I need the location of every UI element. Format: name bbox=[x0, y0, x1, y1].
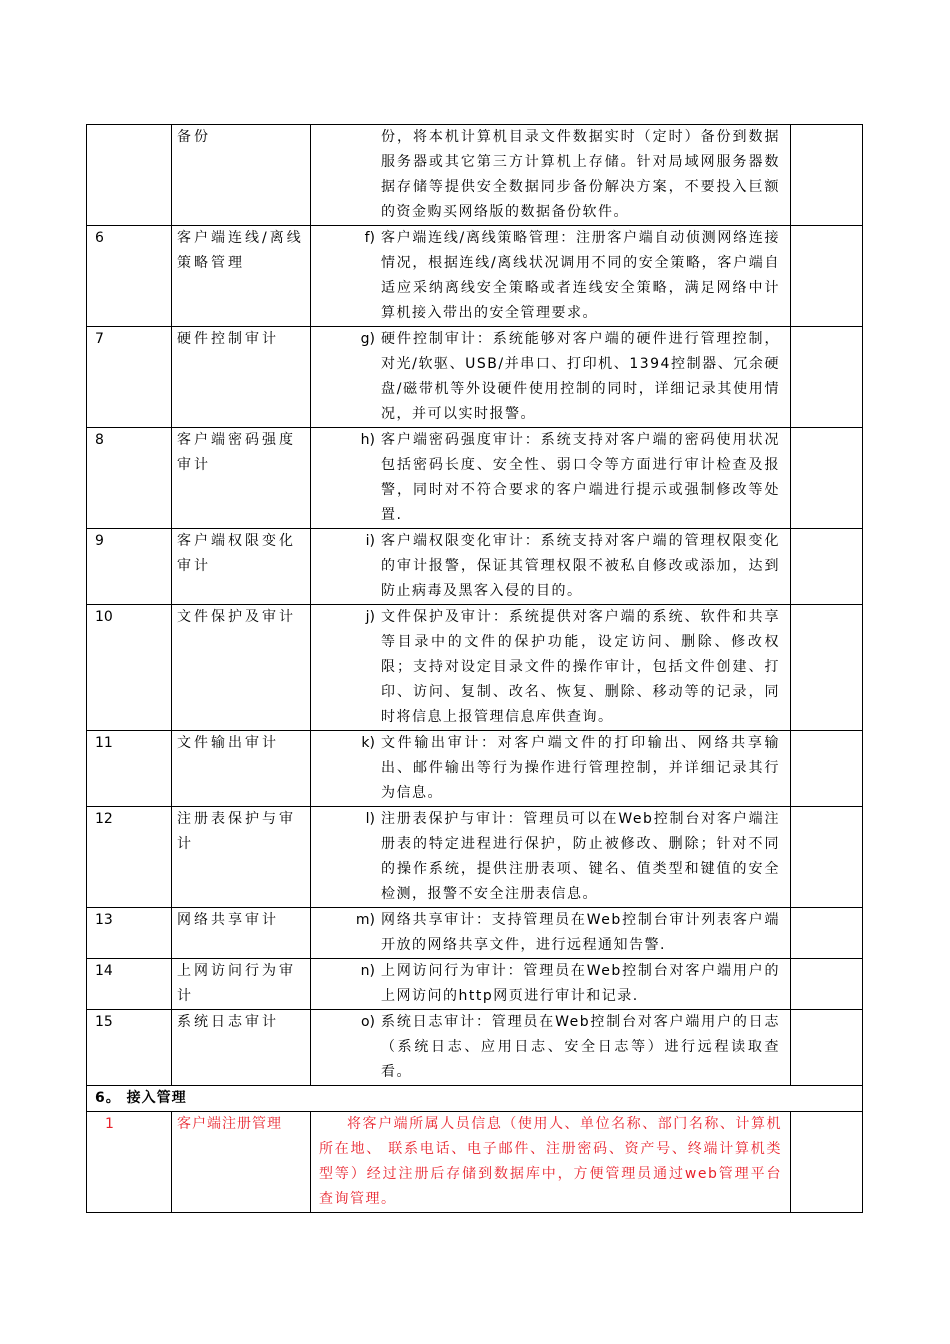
row-description bbox=[311, 327, 791, 428]
description-text: 客户端权限变化审计：系统支持对客户端的管理权限变化的审计报警，保证其管理权限不被私自修改或添加，达到防止病毒及黑客入侵的目的。 bbox=[381, 533, 780, 599]
list-marker: g) bbox=[360, 331, 375, 347]
table-row bbox=[87, 428, 863, 529]
row-extra-cell bbox=[791, 428, 863, 529]
row-extra-cell bbox=[791, 605, 863, 731]
row-number bbox=[87, 125, 172, 226]
row-description bbox=[311, 807, 791, 908]
row-number: 6 bbox=[87, 226, 172, 327]
table-row bbox=[87, 125, 863, 226]
row-name: 客户端密码强度审计 bbox=[172, 428, 311, 529]
list-marker: n) bbox=[360, 963, 375, 979]
row-number: 7 bbox=[87, 327, 172, 428]
row-description bbox=[311, 529, 791, 605]
row-number: 12 bbox=[87, 807, 172, 908]
row-description bbox=[311, 125, 791, 226]
row-extra-cell bbox=[791, 125, 863, 226]
section-heading-row bbox=[87, 1086, 863, 1112]
description-text: 硬件控制审计：系统能够对客户端的硬件进行管理控制，对光/软驱、USB/并串口、打印机、1394控制器、冗余硬盘/磁带机等外设硬件使用控制的同时，详细记录其使用情况，并可以实时报警。 bbox=[381, 331, 780, 422]
row-name: 系统日志审计 bbox=[172, 1010, 311, 1086]
row-name: 客户端注册管理 bbox=[172, 1112, 311, 1213]
list-marker: f) bbox=[364, 230, 375, 246]
description-text: 客户端密码强度审计：系统支持对客户端的密码使用状况包括密码长度、安全性、弱口令等方面进行审计检查及报警，同时对不符合要求的客户端进行提示或强制修改等处置. bbox=[381, 432, 780, 523]
row-name: 文件保护及审计 bbox=[172, 605, 311, 731]
row-name: 上网访问行为审计 bbox=[172, 959, 311, 1010]
row-name: 客户端权限变化审计 bbox=[172, 529, 311, 605]
description-text: 注册表保护与审计：管理员可以在Web控制台对客户端注册表的特定进程进行保护，防止被修改、删除；针对不同的操作系统，提供注册表项、键名、值类型和键值的安全检测，报警不安全注册表信息。 bbox=[381, 811, 780, 902]
row-name: 注册表保护与审计 bbox=[172, 807, 311, 908]
table-row bbox=[87, 529, 863, 605]
description-text: 客户端连线/离线策略管理：注册客户端自动侦测网络连接情况，根据连线/离线状况调用不同的安全策略，客户端自适应采纳离线安全策略或者连线安全策略，满足网络中计算机接入带出的安全管理要求。 bbox=[381, 230, 780, 321]
list-marker: k) bbox=[361, 735, 375, 751]
row-description bbox=[311, 428, 791, 529]
row-extra-cell bbox=[791, 807, 863, 908]
row-number: 8 bbox=[87, 428, 172, 529]
row-description bbox=[311, 731, 791, 807]
list-marker: m) bbox=[355, 912, 375, 928]
description-text: 网络共享审计：支持管理员在Web控制台审计列表客户端开放的网络共享文件，进行远程通知告警. bbox=[381, 912, 780, 953]
description-text: 文件输出审计：对客户端文件的打印输出、网络共享输出、邮件输出等行为操作进行管理控制，并详细记录其行为信息。 bbox=[381, 735, 780, 801]
table-row bbox=[87, 226, 863, 327]
table-row bbox=[87, 1112, 863, 1213]
table-row bbox=[87, 731, 863, 807]
row-number: 10 bbox=[87, 605, 172, 731]
table-row bbox=[87, 807, 863, 908]
row-description bbox=[311, 1112, 791, 1213]
description-text: 上网访问行为审计：管理员在Web控制台对客户端用户的上网访问的http网页进行审计和记录. bbox=[381, 963, 780, 1004]
row-name: 备份 bbox=[172, 125, 311, 226]
spec-table bbox=[86, 124, 863, 1213]
row-description bbox=[311, 1010, 791, 1086]
row-name: 硬件控制审计 bbox=[172, 327, 311, 428]
table-row bbox=[87, 959, 863, 1010]
row-extra-cell bbox=[791, 1010, 863, 1086]
table-row bbox=[87, 908, 863, 959]
row-number: 9 bbox=[87, 529, 172, 605]
description-text: 份，将本机计算机目录文件数据实时（定时）备份到数据服务器或其它第三方计算机上存储。针对局域网服务器数据存储等提供安全数据同步备份解决方案，不要投入巨额的资金购买网络版的数据备份软件。 bbox=[381, 129, 780, 220]
row-name: 网络共享审计 bbox=[172, 908, 311, 959]
row-description bbox=[311, 959, 791, 1010]
row-description bbox=[311, 908, 791, 959]
row-number: 11 bbox=[87, 731, 172, 807]
list-marker: i) bbox=[365, 533, 375, 549]
row-extra-cell bbox=[791, 226, 863, 327]
table-body bbox=[87, 125, 863, 1213]
list-marker: l) bbox=[365, 811, 375, 827]
row-extra-cell bbox=[791, 959, 863, 1010]
row-extra-cell bbox=[791, 529, 863, 605]
list-marker: o) bbox=[360, 1014, 375, 1030]
row-extra-cell bbox=[791, 1112, 863, 1213]
list-marker: h) bbox=[360, 432, 375, 448]
list-marker: j) bbox=[365, 609, 375, 625]
row-name: 客户端连线/离线策略管理 bbox=[172, 226, 311, 327]
row-number: 13 bbox=[87, 908, 172, 959]
row-extra-cell bbox=[791, 731, 863, 807]
description-text: 系统日志审计：管理员在Web控制台对客户端用户的日志（系统日志、应用日志、安全日志等）进行远程读取查看。 bbox=[381, 1014, 780, 1080]
row-number: 14 bbox=[87, 959, 172, 1010]
row-extra-cell bbox=[791, 908, 863, 959]
row-description bbox=[311, 605, 791, 731]
table-row bbox=[87, 327, 863, 428]
description-text: 文件保护及审计：系统提供对客户端的系统、软件和共享等目录中的文件的保护功能，设定访问、删除、修改权限；支持对设定目录文件的操作审计，包括文件创建、打印、访问、复制、改名、恢复、删除、移动等的记录，同时将信息上报管理信息库供查询。 bbox=[381, 609, 780, 725]
table-row bbox=[87, 1010, 863, 1086]
table-row bbox=[87, 605, 863, 731]
description-text: 将客户端所属人员信息（使用人、单位名称、部门名称、计算机所在地、 联系电话、电子邮件、注册密码、资产号、终端计算机类型等）经过注册后存储到数据库中，方便管理员通过web管理平台查询管理。 bbox=[319, 1116, 782, 1207]
row-description bbox=[311, 226, 791, 327]
row-number: 1 bbox=[87, 1112, 172, 1213]
section-title: 6。 接入管理 bbox=[87, 1086, 863, 1112]
row-extra-cell bbox=[791, 327, 863, 428]
row-number: 15 bbox=[87, 1010, 172, 1086]
row-name: 文件输出审计 bbox=[172, 731, 311, 807]
